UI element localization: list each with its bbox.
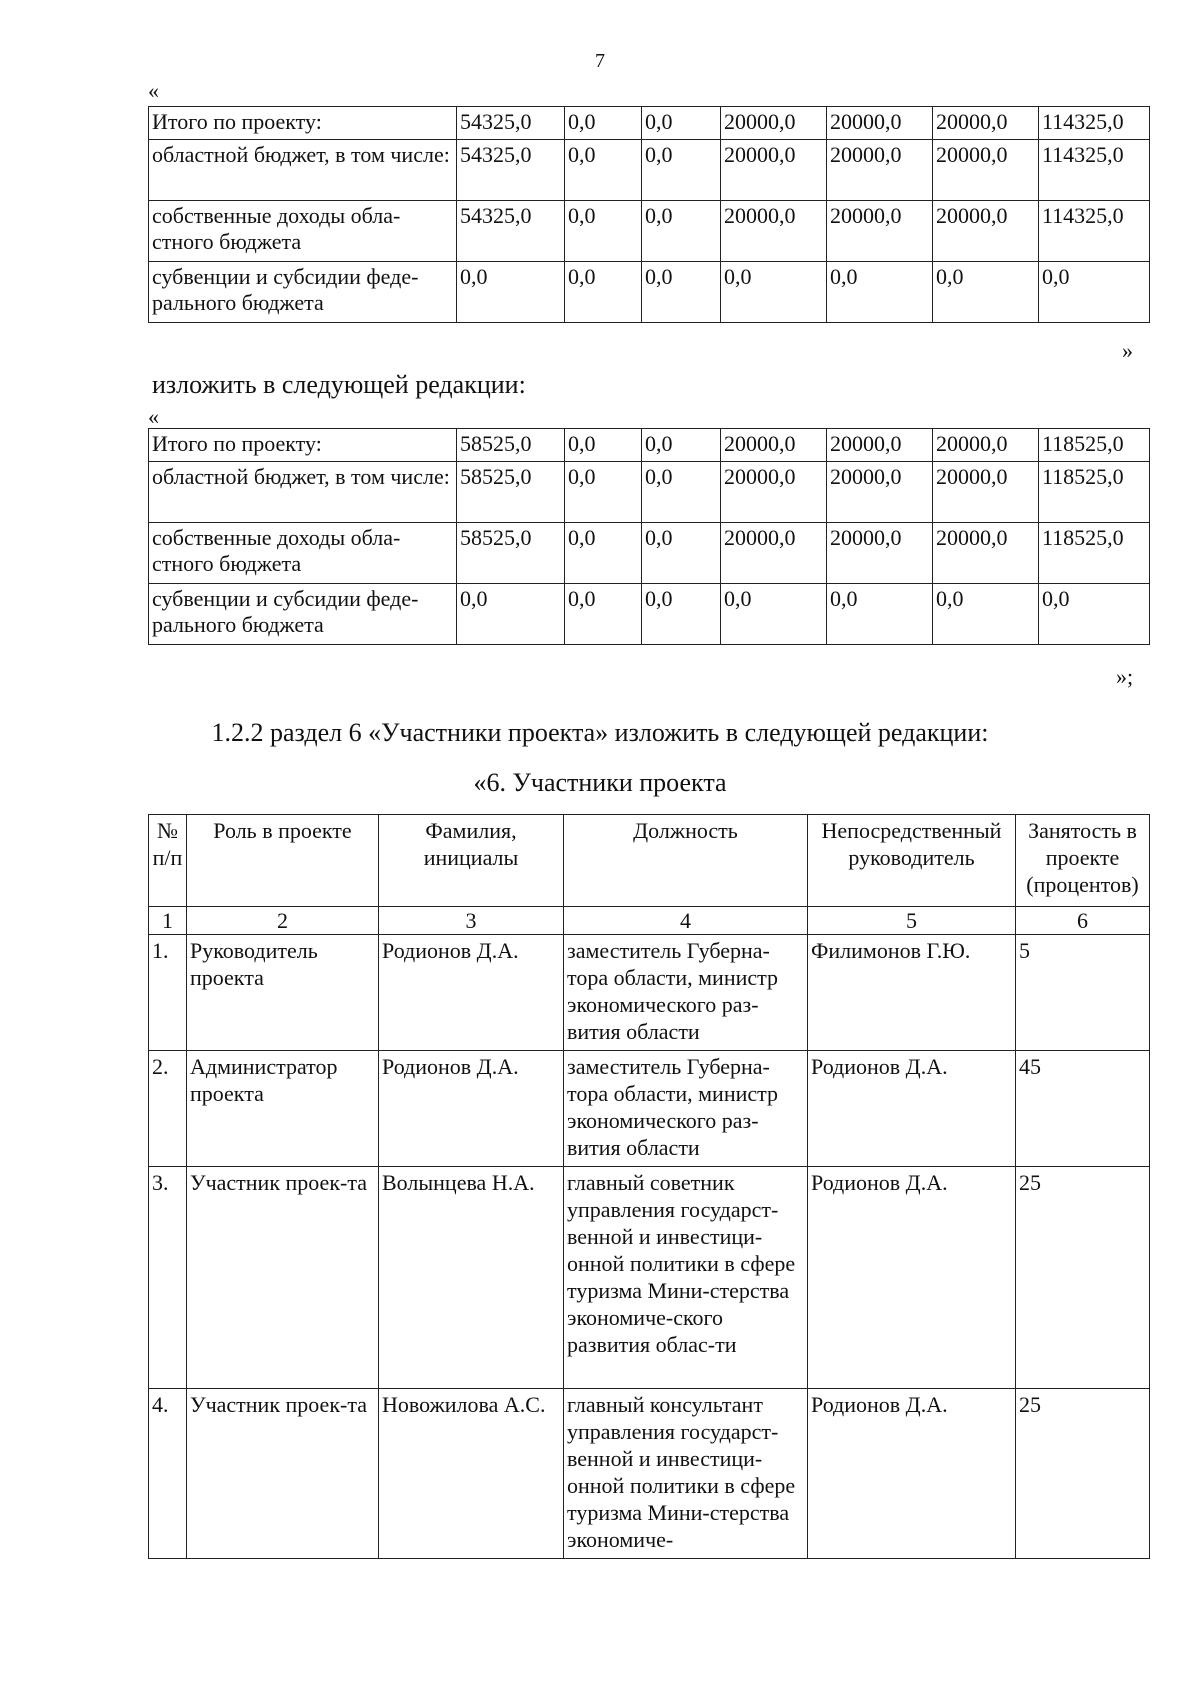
value-cell: 20000,0 (827, 429, 933, 462)
value-cell: 118525,0 (1039, 429, 1150, 462)
share-cell: 25 (1016, 1167, 1150, 1389)
value-cell: 0,0 (1039, 584, 1150, 645)
participants-table (148, 814, 1150, 1559)
row-label: собственные доходы обла-стного бюджета (149, 523, 457, 584)
value-cell: 0,0 (565, 262, 642, 323)
table-row (149, 107, 1150, 140)
value-cell: 20000,0 (721, 140, 827, 201)
page-number: 7 (595, 50, 605, 72)
value-cell: 0,0 (642, 262, 721, 323)
share-cell: 5 (1016, 935, 1150, 1051)
value-cell: 0,0 (457, 584, 565, 645)
value-cell: 114325,0 (1039, 140, 1150, 201)
header-position: Должность (564, 815, 808, 907)
value-cell: 20000,0 (721, 523, 827, 584)
share-cell: 45 (1016, 1051, 1150, 1167)
table-row (149, 462, 1150, 523)
row-number: 1. (149, 935, 187, 1051)
value-cell: 0,0 (565, 584, 642, 645)
value-cell: 58525,0 (457, 462, 565, 523)
value-cell: 0,0 (642, 201, 721, 262)
section-title: «6. Участники проекта (473, 768, 727, 797)
value-cell: 114325,0 (1039, 107, 1150, 140)
value-cell: 0,0 (642, 584, 721, 645)
value-cell: 54325,0 (457, 107, 565, 140)
row-number: 3. (149, 1167, 187, 1389)
name-cell: Волынцева Н.А. (379, 1167, 564, 1389)
table-row (149, 523, 1150, 584)
value-cell: 0,0 (457, 262, 565, 323)
participant-row (149, 1051, 1150, 1167)
value-cell: 54325,0 (457, 140, 565, 201)
value-cell: 20000,0 (933, 429, 1039, 462)
header-name: Фамилия, инициалы (379, 815, 564, 907)
new-budget-table (148, 428, 1150, 645)
value-cell: 20000,0 (933, 462, 1039, 523)
value-cell: 0,0 (827, 262, 933, 323)
row-label: областной бюджет, в том числе: (149, 140, 457, 201)
participant-row (149, 935, 1150, 1051)
row-number: 4. (149, 1389, 187, 1559)
header-manager: Непосредственный руководитель (808, 815, 1016, 907)
share-cell: 25 (1016, 1389, 1150, 1559)
value-cell: 118525,0 (1039, 523, 1150, 584)
value-cell: 0,0 (642, 429, 721, 462)
name-cell: Родионов Д.А. (379, 935, 564, 1051)
header-share: Занятость в проекте (процентов) (1016, 815, 1150, 907)
col-number: 5 (808, 907, 1016, 935)
value-cell: 0,0 (721, 584, 827, 645)
position-cell: заместитель Губерна-тора области, министр экономического раз-вития области (564, 1051, 808, 1167)
old-budget-table (148, 106, 1150, 323)
value-cell: 0,0 (721, 262, 827, 323)
value-cell: 0,0 (642, 107, 721, 140)
header-role: Роль в проекте (187, 815, 379, 907)
table-row (149, 262, 1150, 323)
value-cell: 20000,0 (933, 523, 1039, 584)
name-cell: Новожилова А.С. (379, 1389, 564, 1559)
table-row (149, 201, 1150, 262)
value-cell: 118525,0 (1039, 462, 1150, 523)
old-table-close-quote: » (1122, 338, 1133, 363)
value-cell: 20000,0 (827, 107, 933, 140)
header-num: № п/п (149, 815, 187, 907)
value-cell: 20000,0 (721, 462, 827, 523)
value-cell: 0,0 (565, 140, 642, 201)
value-cell: 0,0 (642, 523, 721, 584)
value-cell: 20000,0 (721, 107, 827, 140)
col-number: 1 (149, 907, 187, 935)
value-cell: 114325,0 (1039, 201, 1150, 262)
row-label: Итого по проекту: (149, 429, 457, 462)
value-cell: 0,0 (642, 462, 721, 523)
section-text: 1.2.2 раздел 6 «Участники проекта» изложить в следующей редакции: (211, 718, 989, 747)
value-cell: 20000,0 (933, 140, 1039, 201)
value-cell: 0,0 (565, 429, 642, 462)
value-cell: 20000,0 (827, 140, 933, 201)
value-cell: 0,0 (642, 140, 721, 201)
row-number: 2. (149, 1051, 187, 1167)
position-cell: главный советник управления государст-венной и инвестици-онной политики в сфере туризма Мини-стерства экономиче-ского развития облас-ти (564, 1167, 808, 1389)
role-cell: Участник проек-та (187, 1167, 379, 1389)
value-cell: 20000,0 (721, 201, 827, 262)
role-cell: Администратор проекта (187, 1051, 379, 1167)
manager-cell: Родионов Д.А. (808, 1389, 1016, 1559)
row-label: субвенции и субсидии феде-рального бюджета (149, 584, 457, 645)
value-cell: 20000,0 (827, 523, 933, 584)
manager-cell: Филимонов Г.Ю. (808, 935, 1016, 1051)
value-cell: 58525,0 (457, 523, 565, 584)
value-cell: 0,0 (1039, 262, 1150, 323)
manager-cell: Родионов Д.А. (808, 1051, 1016, 1167)
position-cell: заместитель Губерна-тора области, министр экономического раз-вития области (564, 935, 808, 1051)
value-cell: 0,0 (565, 462, 642, 523)
value-cell: 20000,0 (827, 201, 933, 262)
manager-cell: Родионов Д.А. (808, 1167, 1016, 1389)
open-quote: « (148, 78, 159, 103)
col-number: 4 (564, 907, 808, 935)
value-cell: 20000,0 (933, 201, 1039, 262)
participant-row (149, 1167, 1150, 1389)
col-number: 2 (187, 907, 379, 935)
name-cell: Родионов Д.А. (379, 1051, 564, 1167)
role-cell: Участник проек-та (187, 1389, 379, 1559)
value-cell: 0,0 (827, 584, 933, 645)
value-cell: 0,0 (933, 262, 1039, 323)
position-cell: главный консультант управления государст-венной и инвестици-онной политики в сфере туризма Мини-стерства экономиче- (564, 1389, 808, 1559)
col-number: 3 (379, 907, 564, 935)
value-cell: 0,0 (933, 584, 1039, 645)
new-table-close-quote: »; (1116, 664, 1134, 689)
value-cell: 20000,0 (827, 462, 933, 523)
row-label: областной бюджет, в том числе: (149, 462, 457, 523)
row-label: субвенции и субсидии феде-рального бюджета (149, 262, 457, 323)
table-row (149, 140, 1150, 201)
value-cell: 0,0 (565, 523, 642, 584)
value-cell: 54325,0 (457, 201, 565, 262)
value-cell: 20000,0 (933, 107, 1039, 140)
value-cell: 0,0 (565, 201, 642, 262)
table-row (149, 584, 1150, 645)
value-cell: 0,0 (565, 107, 642, 140)
value-cell: 20000,0 (721, 429, 827, 462)
intro-text: изложить в следующей редакции: (152, 370, 526, 399)
row-label: собственные доходы обла-стного бюджета (149, 201, 457, 262)
role-cell: Руководитель проекта (187, 935, 379, 1051)
participant-row (149, 1389, 1150, 1559)
table-row (149, 429, 1150, 462)
value-cell: 58525,0 (457, 429, 565, 462)
col-number: 6 (1016, 907, 1150, 935)
open-quote-2: « (148, 404, 159, 429)
row-label: Итого по проекту: (149, 107, 457, 140)
